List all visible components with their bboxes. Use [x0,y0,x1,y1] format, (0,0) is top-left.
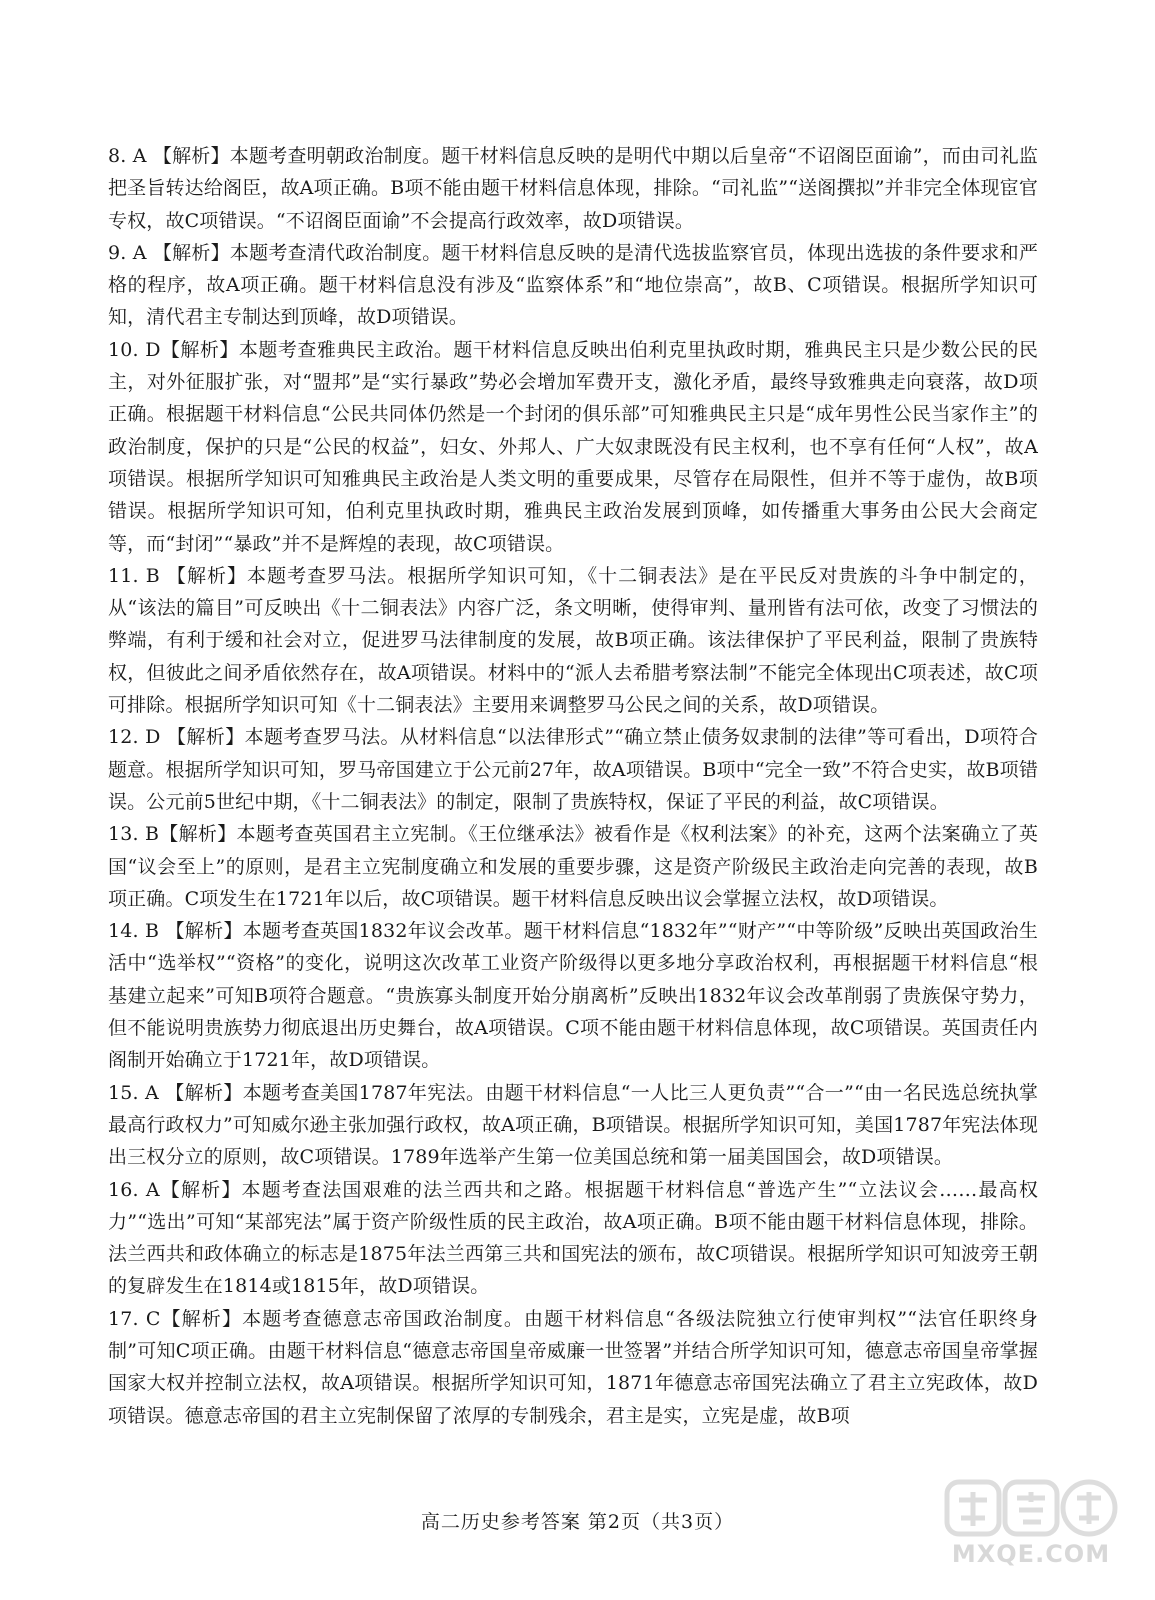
answer-item-13: 13. B【解析】本题考查英国君主立宪制。《王位继承法》被看作是《权利法案》的补充，这两个法案确立了英国“议会至上”的原则，是君主立宪制度确立和发展的重要步骤，这是资产阶级民主政治走向完善的表现，故B项正确。C项发生在1721年以后，故C项错误。题干材料信息反映出议会掌握立法权，故D项错误。 [108,823,1038,910]
answer-item-11: 11. B 【解析】本题考查罗马法。根据所学知识可知，《十二铜表法》是在平民反对贵族的斗争中制定的，从“该法的篇目”可反映出《十二铜表法》内容广泛，条文明晰，使得审判、量刑皆有法可依，改变了习惯法的弊端，有利于缓和社会对立，促进罗马法律制度的发展，故B项正确。该法律保护了平民利益，限制了贵族特权，但彼此之间矛盾依然存在，故A项错误。材料中的“派人去希腊考察法制”不能完全体现出C项表述，故C项可排除。根据所学知识可知《十二铜表法》主要用来调整罗马公民之间的关系，故D项错误。 [108,564,1038,717]
answer-item-8: 8. A 【解析】本题考查明朝政治制度。题干材料信息反映的是明代中期以后皇帝“不诏阁臣面谕”，而由司礼监把圣旨转达给阁臣，故A项正确。B项不能由题干材料信息体现，排除。“司礼监”“送阁撰拟”并非完全体现宦官专权，故C项错误。“不诏阁臣面谕”不会提高行政效率，故D项错误。 [108,145,1038,232]
answer-item-14: 14. B 【解析】本题考查英国1832年议会改革。题干材料信息“1832年”“财产”“中等阶级”反映出英国政治生活中“选举权”“资格”的变化，说明这次改革工业资产阶级得以更多地分享政治权利，再根据题干材料信息“根基建立起来”可知B项符合题意。“贵族寡头制度开始分崩离析”反映出1832年议会改革削弱了贵族保守势力，但不能说明贵族势力彻底退出历史舞台，故A项错误。C项不能由题干材料信息体现，故C项错误。英国责任内阁制开始确立于1721年，故D项错误。 [108,920,1038,1072]
answer-item-17: 17. C【解析】本题考查德意志帝国政治制度。由题干材料信息“各级法院独立行使审判权”“法官任职终身制”可知C项正确。由题干材料信息“德意志帝国皇帝威廉一世签署”并结合所学知识可知，德意志帝国皇帝掌握国家大权并控制立法权，故A项错误。根据所学知识可知，1871年德意志帝国宪法确立了君主立宪政体，故D项错误。德意志帝国的君主立宪制保留了浓厚的专制残余，君主是实，立宪是虚，故B项 [108,1307,1038,1427]
answer-item-9: 9. A 【解析】本题考查清代政治制度。题干材料信息反映的是清代选拔监察官员，体现出选拔的条件要求和严格的程序，故A项正确。题干材料信息没有涉及“监察体系”和“地位崇高”，故B、C项错误。根据所学知识可知，清代君主专制达到顶峰，故D项错误。 [108,241,1038,329]
page-footer: 高二历史参考答案 第2页（共3页） [420,1511,735,1533]
watermark-logo [941,1474,1121,1570]
watermark-icon [941,1474,1121,1544]
answer-item-10: 10. D【解析】本题考查雅典民主政治。题干材料信息反映出伯利克里执政时期，雅典民主只是少数公民的民主，对外征服扩张，对“盟邦”是“实行暴政”势必会增加军费开支，激化矛盾，最终导致雅典走向衰落，故D项正确。根据题干材料信息“公民共同体仍然是一个封闭的俱乐部”可知雅典民主只是“成年男性公民当家作主”的政治制度，保护的只是“公民的权益”，妇女、外邦人、广大奴隶既没有民主权利，也不享有任何“人权”，故A项错误。根据所学知识可知雅典民主政治是人类文明的重要成果，尽管存在局限性，但并不等于虚伪，故B项错误。根据所学知识可知，伯利克里执政时期，雅典民主政治发展到顶峰，如传播重大事务由公民大会商定等，而“封闭”“暴政”并不是辉煌的表现，故C项错误。 [108,338,1038,555]
answer-item-12: 12. D 【解析】本题考查罗马法。从材料信息“以法律形式”“确立禁止债务奴隶制的法律”等可看出，D项符合题意。根据所学知识可知，罗马帝国建立于公元前27年，故A项错误。B项中“完全一致”不符合史实，故B项错误。公元前5世纪中期，《十二铜表法》的制定，限制了贵族特权，保证了平民的利益，故C项错误。 [108,726,1038,813]
answer-list [108,140,1038,1432]
watermark-text: MXQE.COM [951,1540,1111,1568]
answer-item-15: 15. A 【解析】本题考查美国1787年宪法。由题干材料信息“一人比三人更负责”“合一”“由一名民选总统执掌最高行政权力”可知威尔逊主张加强行政权，故A项正确，B项错误。根据所学知识可知，美国1787年宪法体现出三权分立的原则，故C项错误。1789年选举产生第一位美国总统和第一届美国国会，故D项错误。 [108,1081,1038,1169]
answer-item-16: 16. A【解析】本题考查法国艰难的法兰西共和之路。根据题干材料信息“普选产生”“立法议会……最高权力”“选出”可知“某部宪法”属于资产阶级性质的民主政治，故A项正确。B项不能由题干材料信息体现，排除。法兰西共和政体确立的标志是1875年法兰西第三共和国宪法的颁布，故C项错误。根据所学知识可知波旁王朝的复辟发生在1814或1815年，故D项错误。 [108,1178,1038,1298]
